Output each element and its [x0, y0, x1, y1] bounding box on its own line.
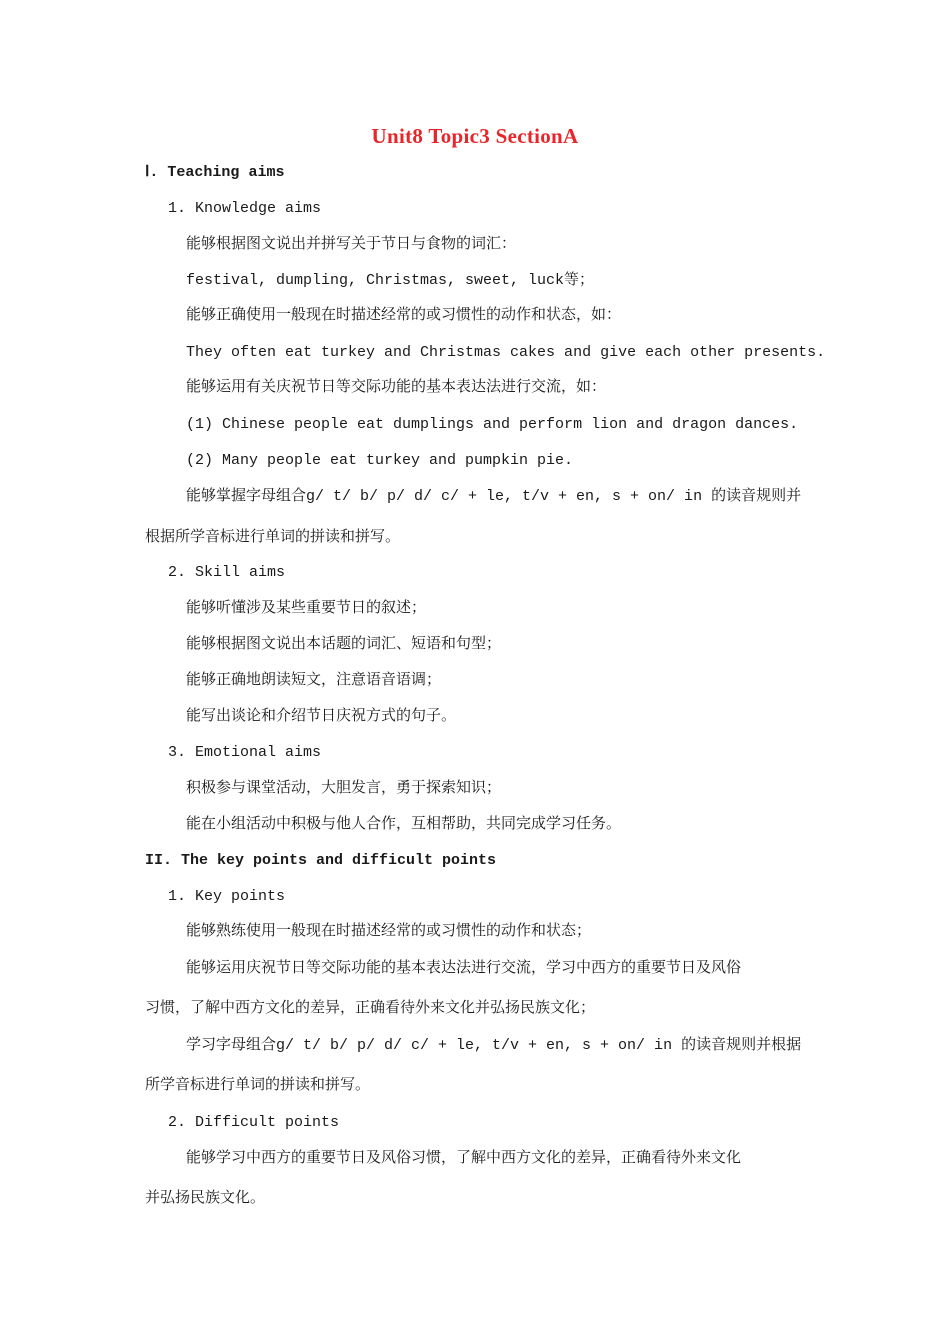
- paragraph-line: 能够根据图文说出本话题的词汇、短语和句型；: [186, 636, 502, 653]
- paragraph-line: 能够根据图文说出并拼写关于节日与食物的词汇：: [186, 236, 517, 253]
- paragraph-line: festival, dumpling, Christmas, sweet, luck等；: [186, 272, 595, 289]
- paragraph-line: 学习字母组合g/ t/ b/ p/ d/ c/ + le, t/v + en, s + on/ in 的读音规则并根据: [186, 1037, 802, 1054]
- subsection-heading-skill-aims: 2. Skill aims: [168, 564, 286, 581]
- paragraph-line: 习惯，了解中西方文化的差异，正确看待外来文化并弘扬民族文化；: [145, 1000, 596, 1017]
- paragraph-line: 积极参与课堂活动，大胆发言，勇于探索知识；: [186, 780, 502, 797]
- paragraph-line: 能够学习中西方的重要节日及风俗习惯，了解中西方文化的差异，正确看待外来文化: [186, 1150, 742, 1167]
- paragraph-line: 并弘扬民族文化。: [145, 1190, 266, 1207]
- paragraph-line: 能够正确地朗读短文，注意语音语调；: [186, 672, 442, 689]
- subsection-heading-key-points: 1. Key points: [168, 888, 286, 905]
- subsection-heading-knowledge-aims: 1. Knowledge aims: [168, 200, 322, 217]
- paragraph-line: 根据所学音标进行单词的拼读和拼写。: [145, 529, 401, 546]
- paragraph-line: They often eat turkey and Christmas cakes and give each other presents.: [186, 344, 826, 361]
- paragraph-line: (2) Many people eat turkey and pumpkin pie.: [186, 452, 574, 469]
- section-heading-key-and-difficult-points: II. The key points and difficult points: [145, 852, 497, 869]
- subsection-heading-difficult-points: 2. Difficult points: [168, 1114, 340, 1131]
- paragraph-line: 能够正确使用一般现在时描述经常的或习惯性的动作和状态，如：: [186, 307, 622, 324]
- paragraph-line: 能够运用有关庆祝节日等交际功能的基本表达法进行交流，如：: [186, 379, 607, 396]
- document-title: Unit8 Topic3 SectionA: [371, 124, 579, 148]
- paragraph-line: 能在小组活动中积极与他人合作，互相帮助，共同完成学习任务。: [186, 816, 622, 833]
- paragraph-line: 能写出谈论和介绍节日庆祝方式的句子。: [186, 708, 457, 725]
- paragraph-line: 能够掌握字母组合g/ t/ b/ p/ d/ c/ + le, t/v + en, s + on/ in 的读音规则并: [186, 488, 802, 505]
- subsection-heading-emotional-aims: 3. Emotional aims: [168, 744, 322, 761]
- paragraph-line: 能够熟练使用一般现在时描述经常的或习惯性的动作和状态；: [186, 923, 592, 940]
- paragraph-line: 能够运用庆祝节日等交际功能的基本表达法进行交流，学习中西方的重要节日及风俗: [186, 960, 742, 977]
- paragraph-line: 所学音标进行单词的拼读和拼写。: [145, 1077, 371, 1094]
- paragraph-line: (1) Chinese people eat dumplings and perform lion and dragon dances.: [186, 416, 799, 433]
- section-heading-teaching-aims: Ⅰ. Teaching aims: [145, 164, 285, 181]
- paragraph-line: 能够听懂涉及某些重要节日的叙述；: [186, 600, 427, 617]
